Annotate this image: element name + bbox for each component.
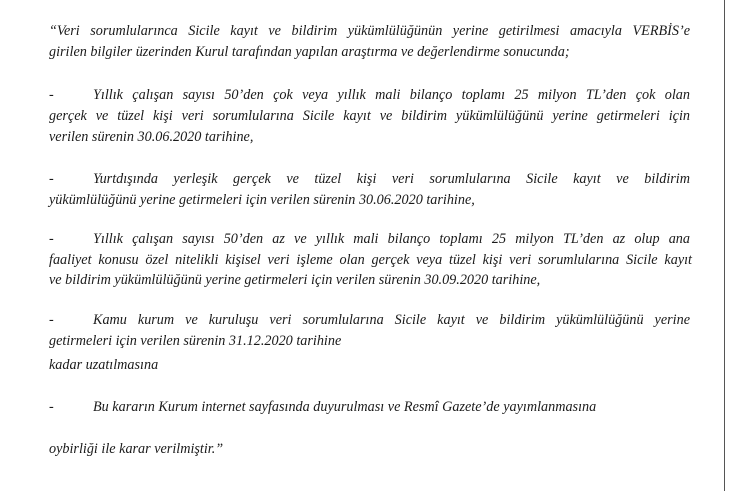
dash-marker: -: [49, 171, 54, 187]
dash-marker: -: [49, 231, 54, 247]
publication-text: Bu kararın Kurum internet sayfasında duyurulması ve Resmî Gazete’de yayımlanmasına: [93, 399, 597, 415]
bullet-2-line-2: yükümlülüğünü yerine getirmeleri için verilen sürenin 30.06.2020 tarihine,: [49, 192, 475, 208]
bullet-1-line-2: gerçek ve tüzel kişi veri sorumlularına Sicile kayıt ve bildirim yükümlülüğünü yerine getirmeleri için: [49, 108, 690, 124]
bullet-3-line-3: ve bildirim yükümlülüğünü yerine getirmeleri için verilen sürenin 30.09.2020 tarihine,: [49, 272, 541, 288]
bullet-4-text: Kamu kurum ve kuruluşu veri sorumlularına Sicile kayıt ve bildirim yükümlülüğünü yerine: [93, 312, 690, 328]
dash-marker: -: [49, 399, 54, 415]
dash-marker: -: [49, 312, 54, 328]
bullet-3-text: Yıllık çalışan sayısı 50’den az ve yıllık mali bilanço toplamı 25 milyon TL’den az olup ana: [93, 231, 690, 247]
closing-text: oybirliği ile karar verilmiştir.”: [49, 441, 224, 457]
bullet-2-text: Yurtdışında yerleşik gerçek ve tüzel kişi veri sorumlularına Sicile kayıt ve bildirim: [93, 171, 690, 187]
dash-marker: -: [49, 87, 54, 103]
intro-line-2: girilen bilgiler üzerinden Kurul tarafından yapılan araştırma ve değerlendirme sonucunda;: [49, 44, 570, 60]
bullet-3-line-2: faaliyet konusu özel nitelikli kişisel veri işleme olan gerçek veya tüzel kişi veri sorumlularına Sicile kayıt: [49, 252, 692, 268]
bullet-1-line-3: verilen sürenin 30.06.2020 tarihine,: [49, 129, 254, 145]
page-right-edge: [724, 0, 725, 491]
bullet-4-line-2: getirmeleri için verilen sürenin 31.12.2020 tarihine: [49, 333, 342, 349]
extension-text: kadar uzatılmasına: [49, 357, 159, 373]
bullet-1-text: Yıllık çalışan sayısı 50’den çok veya yıllık mali bilanço toplamı 25 milyon TL’den çok olan: [93, 87, 690, 103]
intro-line-1: “Veri sorumlularınca Sicile kayıt ve bildirim yükümlülüğünün yerine getirilmesi amacıyla VERBİS’e: [49, 23, 690, 39]
